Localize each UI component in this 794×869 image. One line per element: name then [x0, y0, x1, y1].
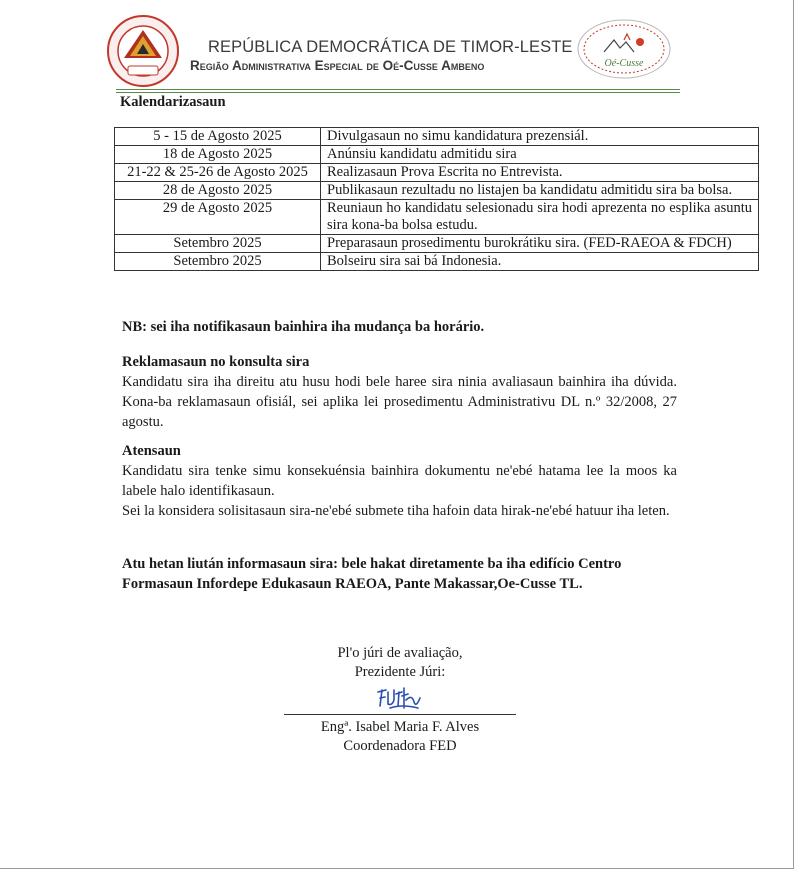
schedule-date: 29 de Agosto 2025: [115, 200, 321, 235]
schedule-row: [115, 253, 759, 271]
schedule-date: 5 - 15 de Agosto 2025: [115, 128, 321, 146]
schedule-activity: Anúnsiu kandidatu admitidu sira: [321, 146, 759, 164]
schedule-row: [115, 128, 759, 146]
schedule-date: Setembro 2025: [115, 253, 321, 271]
schedule-row: [115, 200, 759, 235]
reklamasaun-text: Kandidatu sira iha direitu atu husu hodi bele haree sira ninia avaliasaun bainhira iha dúvida. Kona-ba reklamasaun ofisiál, sei aplika lei prosedimentu Administrativu DL n.º 32/2008, 27 agostu.: [122, 374, 677, 430]
schedule-activity: Preparasaun prosedimentu burokrátiku sira. (FED-RAEOA & FDCH): [321, 235, 759, 253]
section-title-kalendarizasaun: Kalendarizasaun: [120, 94, 226, 110]
schedule-activity: Divulgasaun no simu kandidatura prezensiál.: [321, 128, 759, 146]
schedule-row: [115, 182, 759, 200]
schedule-row: [115, 164, 759, 182]
schedule-date: 28 de Agosto 2025: [115, 182, 321, 200]
schedule-activity: Bolseiru sira sai bá Indonesia.: [321, 253, 759, 271]
atensaun-text-1: Kandidatu sira tenke simu konsekuénsia bainhira dokumentu ne'ebé hatama lee la moos ka labele halo identifikasaun.: [122, 463, 677, 499]
schedule-activity: Realizasaun Prova Escrita no Entrevista.: [321, 164, 759, 182]
atensaun-text-2: Sei la konsidera solisitasaun sira-ne'ebé submete tiha hafoin data hirak-ne'ebé hatuur iha leten.: [122, 503, 670, 519]
header-subtitle: Região Administrativa Especial de Oé-Cusse Ambeno: [190, 58, 485, 73]
nb-note: NB: sei iha notifikasaun bainhira iha mudança ba horário.: [122, 319, 485, 335]
reklamasaun-heading: Reklamasaun no konsulta sira: [122, 354, 310, 370]
signature-line: [284, 714, 516, 715]
schedule-date: 21-22 & 25-26 de Agosto 2025: [115, 164, 321, 182]
header-divider-second: [116, 92, 680, 93]
atensaun-heading: Atensaun: [122, 443, 181, 459]
schedule-table: [114, 127, 759, 271]
signature-intro: Pl'o júri de avaliação,: [337, 645, 463, 661]
signatory-name: Engª. Isabel Maria F. Alves: [320, 719, 480, 735]
schedule-activity: Reuniaun ho kandidatu selesionadu sira hodi aprezenta no esplika asuntu sira kona-ba bolsa estudu.: [321, 200, 759, 235]
schedule-activity: Publikasaun rezultadu no listajen ba kandidatu admitidu sira ba bolsa.: [321, 182, 759, 200]
signatory-role: Coordenadora FED: [343, 738, 457, 754]
oecusse-seal-logo: [576, 18, 672, 80]
schedule-date: 18 de Agosto 2025: [115, 146, 321, 164]
rdtl-seal-logo: [104, 14, 182, 88]
signature-role-label: Prezidente Júri:: [354, 664, 446, 680]
schedule-row: [115, 235, 759, 253]
schedule-row: [115, 146, 759, 164]
header-divider: [116, 89, 680, 90]
svg-text:Oé-Cusse: Oé-Cusse: [604, 58, 644, 69]
handwritten-signature: [372, 682, 432, 714]
schedule-date: Setembro 2025: [115, 235, 321, 253]
header-title: REPÚBLICA DEMOCRÁTICA DE TIMOR-LESTE: [208, 38, 573, 56]
closing-info: Atu hetan liután informasaun sira: bele hakat diretamente ba iha edifício Centro Formasaun Infordepe Edukasaun RAEOA, Pante Makassar,Oe-Cusse TL.: [122, 556, 622, 592]
